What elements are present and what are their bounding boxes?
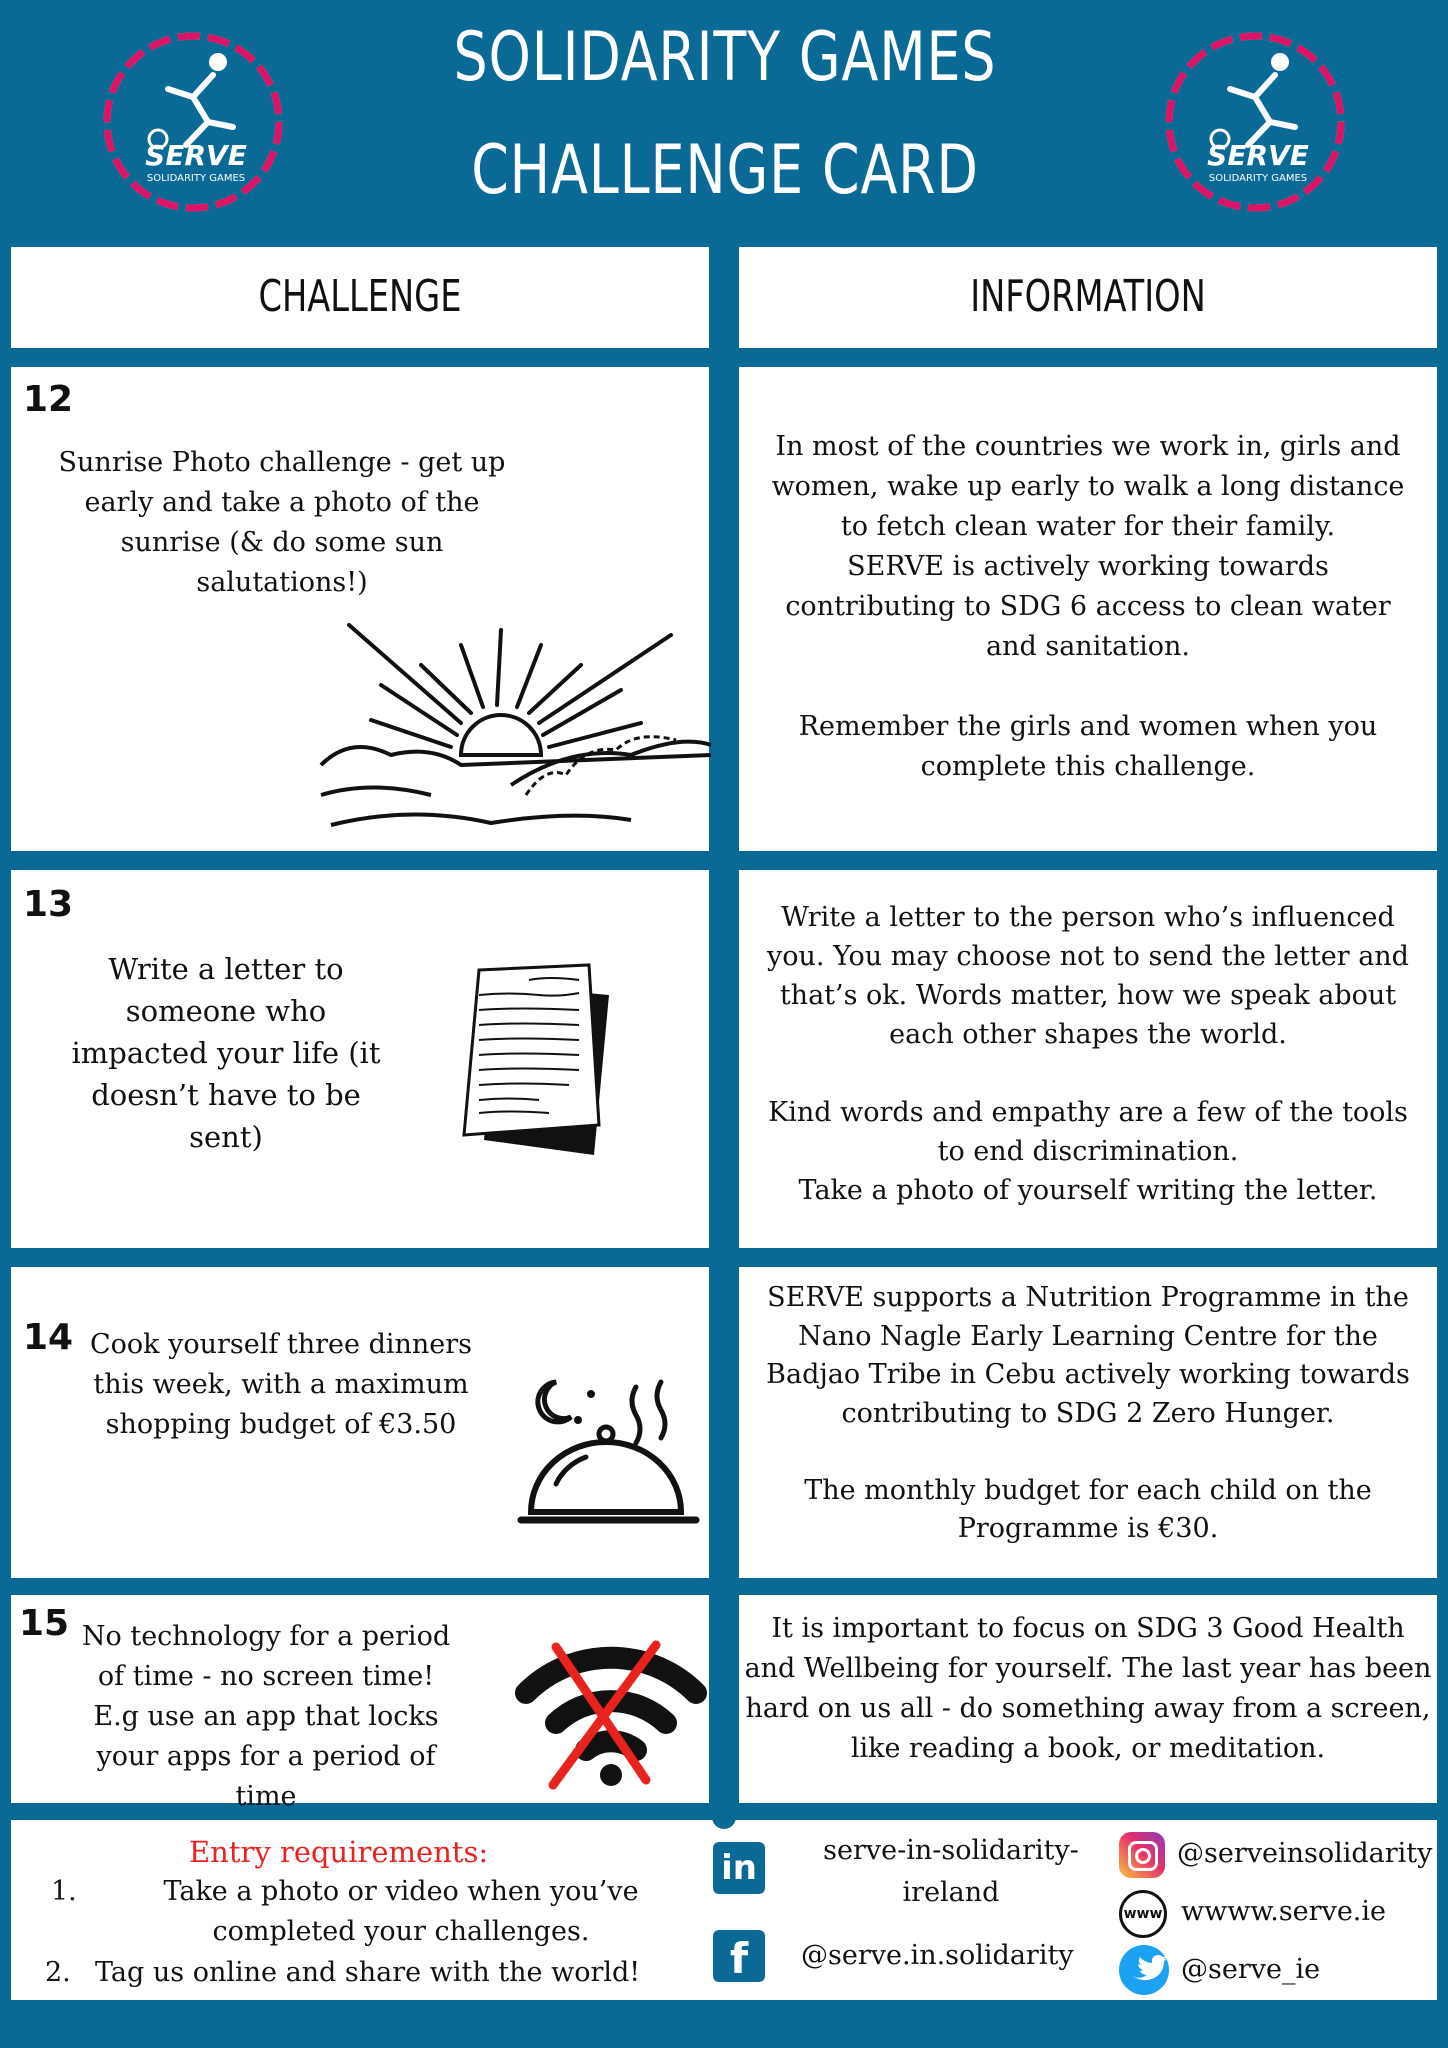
facebook-icon[interactable]: f [713,1930,765,1982]
website-icon[interactable]: www [1119,1890,1167,1938]
twitter-link[interactable]: @serve_ie [1181,1954,1321,1985]
entry-requirements-title: Entry requirements: [189,1835,489,1869]
challenge-text: Sunrise Photo challenge - get up early and take a photo of the sunrise (& do some sun salutations!) [58,447,506,598]
challenge-text: Cook yourself three dinners this week, with a maximum shopping budget of €3.50 [89,1329,473,1440]
linkedin-icon[interactable]: in [713,1842,765,1894]
svg-text:SERVE: SERVE [1207,139,1309,172]
challenge-card-15 [11,1595,709,1812]
instagram-link[interactable]: @serveinsolidarity [1177,1838,1433,1869]
challenge-text: No technology for a period of time - no screen time! E.g use an app that locks your apps for a period of time [81,1621,451,1812]
letter-icon [459,955,639,1155]
logo-text: SERVE [145,139,247,172]
requirement-item: Tag us online and share with the world! [95,1957,641,1988]
information-card-14 [739,1267,1437,1578]
information-text: Write a letter to the person who’s influenced you. You may choose not to send the letter and that’s ok. Words matter, how we speak about each other shapes the world. Kind words and empathy are a few of the tools to end discrimination. Take a photo of yourself writing the letter. [767,902,1409,1206]
challenge-number: 15 [19,1603,70,1644]
information-text: It is important to focus on SDG 3 Good Health and Wellbeing for yourself. The last year has been hard on us all - do something away from a screen, like reading a book, or meditation. [744,1613,1432,1764]
list-marker: 1. [51,1876,77,1907]
requirement-item: Take a photo or video when you’ve completed your challenges. [163,1876,639,1947]
svg-text:SOLIDARITY GAMES: SOLIDARITY GAMES [1208,173,1308,184]
challenge-number: 14 [23,1317,74,1358]
information-card-13 [739,870,1437,1248]
challenge-text: Write a letter to someone who impacted your life (it doesn’t have to be sent) [71,952,381,1154]
information-column-header: INFORMATION [739,247,1437,348]
information-text: In most of the countries we work in, girls and women, wake up early to walk a long distance to fetch clean water for their family. SERVE is actively working towards contributing to SDG 6 access to clean water and sanitation. Remember the girls and women when you complete this challenge. [771,431,1405,782]
no-wifi-icon [511,1635,711,1795]
information-card-15 [739,1595,1437,1803]
serve-logo-right [1160,27,1350,217]
challenge-number: 12 [23,379,74,420]
challenge-number: 13 [23,884,74,925]
challenge-card-12 [11,367,709,851]
linkedin-link[interactable]: serve-in-solidarity-ireland [823,1835,1079,1908]
footer [11,1820,1437,2000]
list-marker: 2. [45,1957,71,1988]
information-text: SERVE supports a Nutrition Programme in the Nano Nagle Early Learning Centre for the Badjao Tribe in Cebu actively working towards contributing to SDG 2 Zero Hunger. The monthly budget for each child on the Programme is €30. [766,1282,1410,1544]
website-link[interactable]: wwww.serve.ie [1181,1896,1386,1927]
twitter-icon[interactable] [1119,1945,1169,1995]
information-card-12 [739,367,1437,851]
sunrise-icon [311,595,716,833]
divider-dot [712,1805,736,1829]
serve-logo-left [98,27,288,217]
page-title-line2: CHALLENGE CARD [471,131,979,210]
challenge-card-13 [11,870,709,1248]
dinner-cloche-icon [516,1372,701,1532]
page-title-line1: SOLIDARITY GAMES [453,18,997,97]
challenge-card-14 [11,1267,709,1578]
instagram-icon[interactable] [1119,1832,1165,1878]
svg-text:SOLIDARITY GAMES: SOLIDARITY GAMES [146,173,246,184]
challenge-column-header: CHALLENGE [11,247,709,348]
facebook-link[interactable]: @serve.in.solidarity [801,1940,1074,1971]
